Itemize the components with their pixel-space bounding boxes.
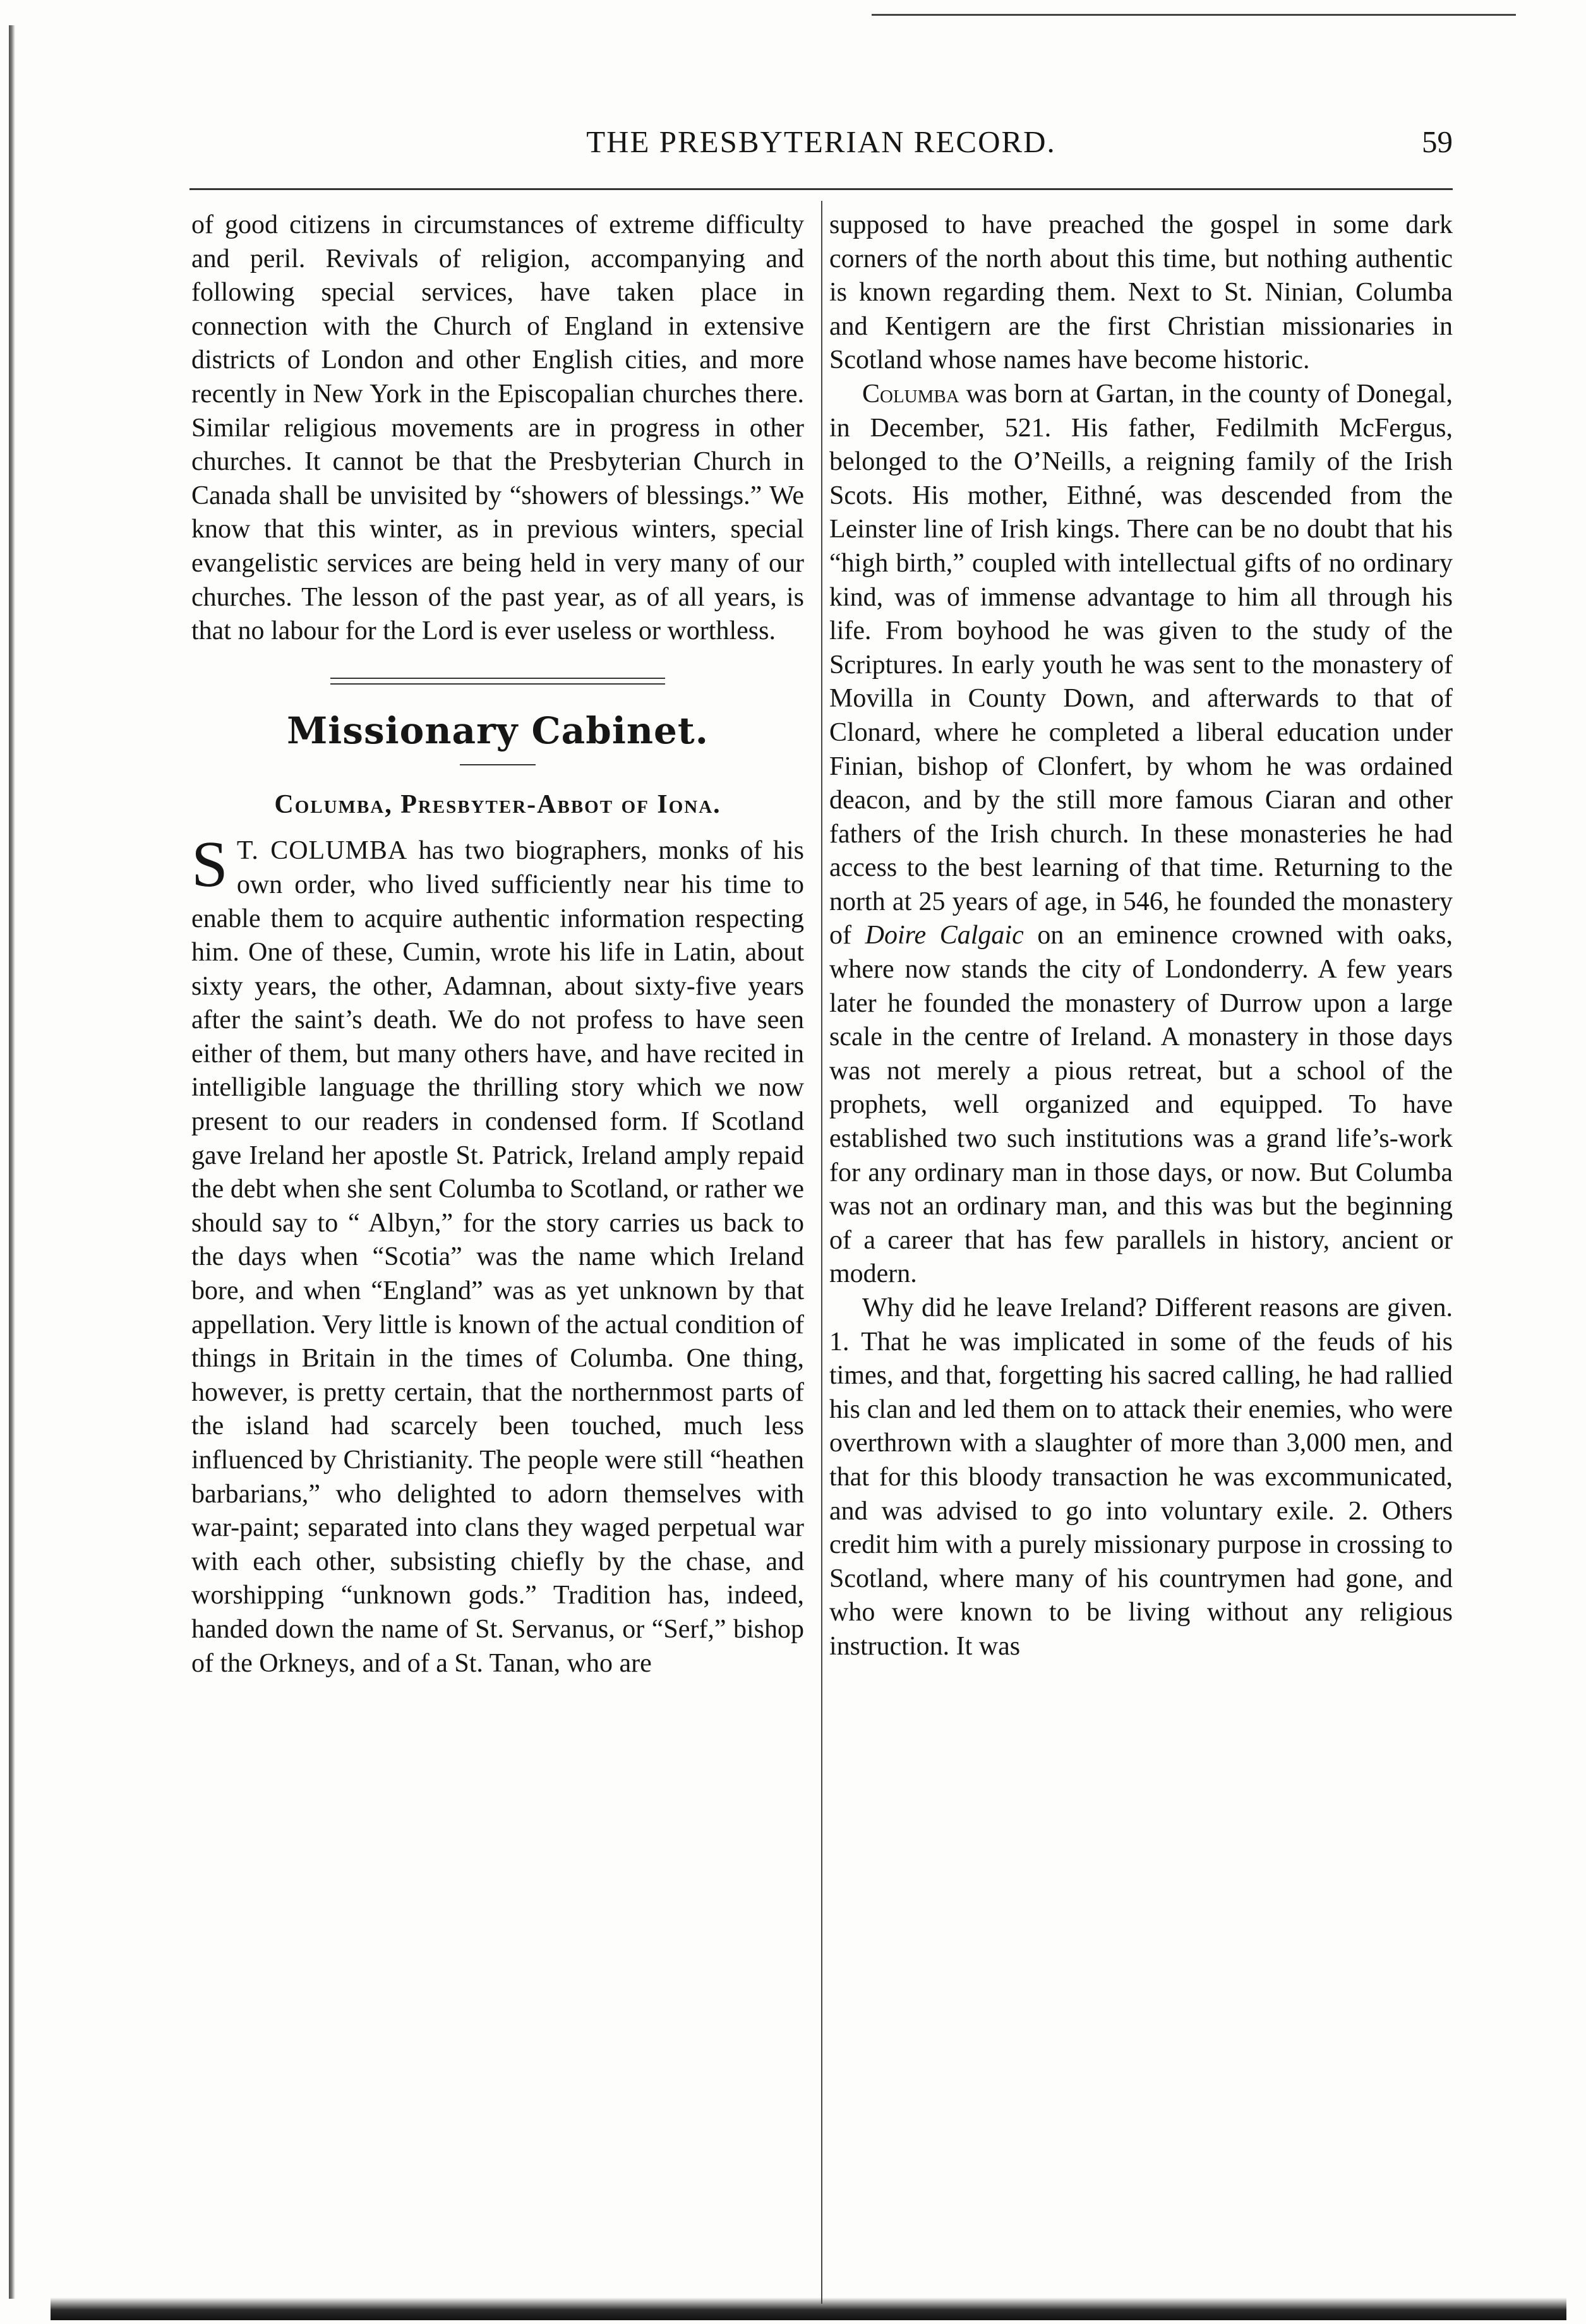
journal-title: THE PRESBYTERIAN RECORD. xyxy=(586,124,1056,159)
departure-paragraph: Why did he leave Ireland? Different reasons are given. 1. That he was implicated in some of the feuds of his times, and that, forgetting his sacred calling, he had rallied his clan and led them on to attack their enemies, who were overthrown with a slaughter of more than 3,000 men, and that for this bloody transaction he was excommunicated, and was advised to go into voluntary exile. 2. Others credit him with a purely missionary purpose in crossing to Scotland, where many of his countrymen had gone, and who were known to be living without any religious instruction. It was xyxy=(829,1293,1453,1661)
monastery-name: Doire Calgaic xyxy=(865,921,1024,950)
scan-binding-shadow xyxy=(9,25,15,2299)
drop-cap: S xyxy=(191,828,228,901)
scan-bottom-shadow xyxy=(51,2297,1566,2320)
header-rule xyxy=(189,188,1453,190)
article-opening-paragraph xyxy=(191,828,804,1680)
paragraph-lead-name: Columba xyxy=(862,379,959,409)
section-short-rule xyxy=(460,764,536,765)
section-double-rule xyxy=(330,678,665,685)
right-column xyxy=(829,208,1453,1664)
section-title: Missionary Cabinet. xyxy=(287,709,709,752)
running-head xyxy=(189,124,1453,168)
birth-text-part1: was born at Gartan, in the county of Donegal, in December, 521. His father, Fedilmith McFergus, belonged to the O’Neills, a reigning family of the Irish Scots. His mother, Eithné, was descended from the Leinster line of Irish kings. There can be no doubt that his “high birth,” coupled with intellectual gifts of no ordinary kind, was of immense advantage to him all through his life. From boyhood he was given to the study of the Scriptures. In early youth he was sent to the monastery of Movilla in County Down, and afterwards to that of Clonard, where he completed a liberal education under Finian, bishop of Clonfert, by whom he was ordained deacon, and by the still more famous Ciaran and other fathers of the Irish church. In these monasteries he had access to the best learning of that time. Returning to the north at 25 years of age, in 546, he founded the monastery of xyxy=(829,379,1453,950)
column-divider xyxy=(821,201,822,2304)
lead-in-caps: T. COLUMBA xyxy=(236,836,408,866)
opening-text: has two biographers, monks of his own order, who lived sufficiently near his time to enable them to acquire authentic information respecting him. One of these, Cumin, wrote his life in Latin, about sixty years, the other, Adamnan, about sixty-five years after the saint’s death. We do not profess to have seen either of them, but many others have, and have recited in intelligible language the thrilling story which we now present to our readers in condensed form. If Scotland gave Ireland her apostle St. Patrick, Ireland amply repaid the debt when she sent Columba to Scotland, or rather we should say to “ Albyn,” for the story carries us back to the days when “Scotia” was the name which Ireland bore, and when “England” was as yet unknown by that appellation. Very little is known of the actual condition of things in Britain in the times of Columba. One thing, however, is pretty certain, that the northernmost parts of the island had scarcely been touched, much less influenced by Christianity. The people were still “heathen barbarians,” who delighted to adorn themselves with war-paint; separated into clans they waged perpetual war with each other, subsisting chiefly by the chase, and worshipping “unknown gods.” Tradition has, indeed, handed down the name of St. Servanus, or “Serf,” bishop of the Orkneys, and of a St. Tanan, who are xyxy=(191,836,804,1678)
page-number: 59 xyxy=(1422,124,1453,159)
birth-text-part2: on an eminence crowned with oaks, where now stands the city of Londonderry. A few years later he founded the monastery of Durrow upon a large scale in the centre of Ireland. A monastery in those days was not merely a pious retreat, but a school of the prophets, well organized and equipped. To have established two such institutions was a grand life’s-work for any ordinary man in those days, or now. But Columba was not an ordinary man, and this was but the beginning of a career that has few parallels in history, ancient or modern. xyxy=(829,921,1453,1289)
continued-paragraph: supposed to have preached the gospel in some dark corners of the north about this time, but nothing authentic is known regarding them. Next to St. Ninian, Columba and Kentigern are the first Christian missionaries in Scotland whose names have become historic. xyxy=(829,210,1453,375)
article-heading: Columba, Presbyter-Abbot of Iona. xyxy=(274,789,721,819)
left-column xyxy=(191,208,804,1680)
scan-top-mark xyxy=(872,14,1516,16)
birth-paragraph xyxy=(829,378,1453,1291)
closing-paragraph: of good citizens in circumstances of extreme difficulty and peril. Revivals of religion, accompanying and following special services, have taken place in connection with the Church of England in extensive districts of London and other English cities, and more recently in New York in the Episcopalian churches there. Similar religious movements are in progress in other churches. It cannot be that the Presbyterian Church in Canada shall be unvisited by “showers of blessings.” We know that this winter, as in previous winters, special evangelistic services are being held in very many of our churches. The lesson of the past year, as of all years, is that no labour for the Lord is ever useless or worthless. xyxy=(191,210,804,646)
